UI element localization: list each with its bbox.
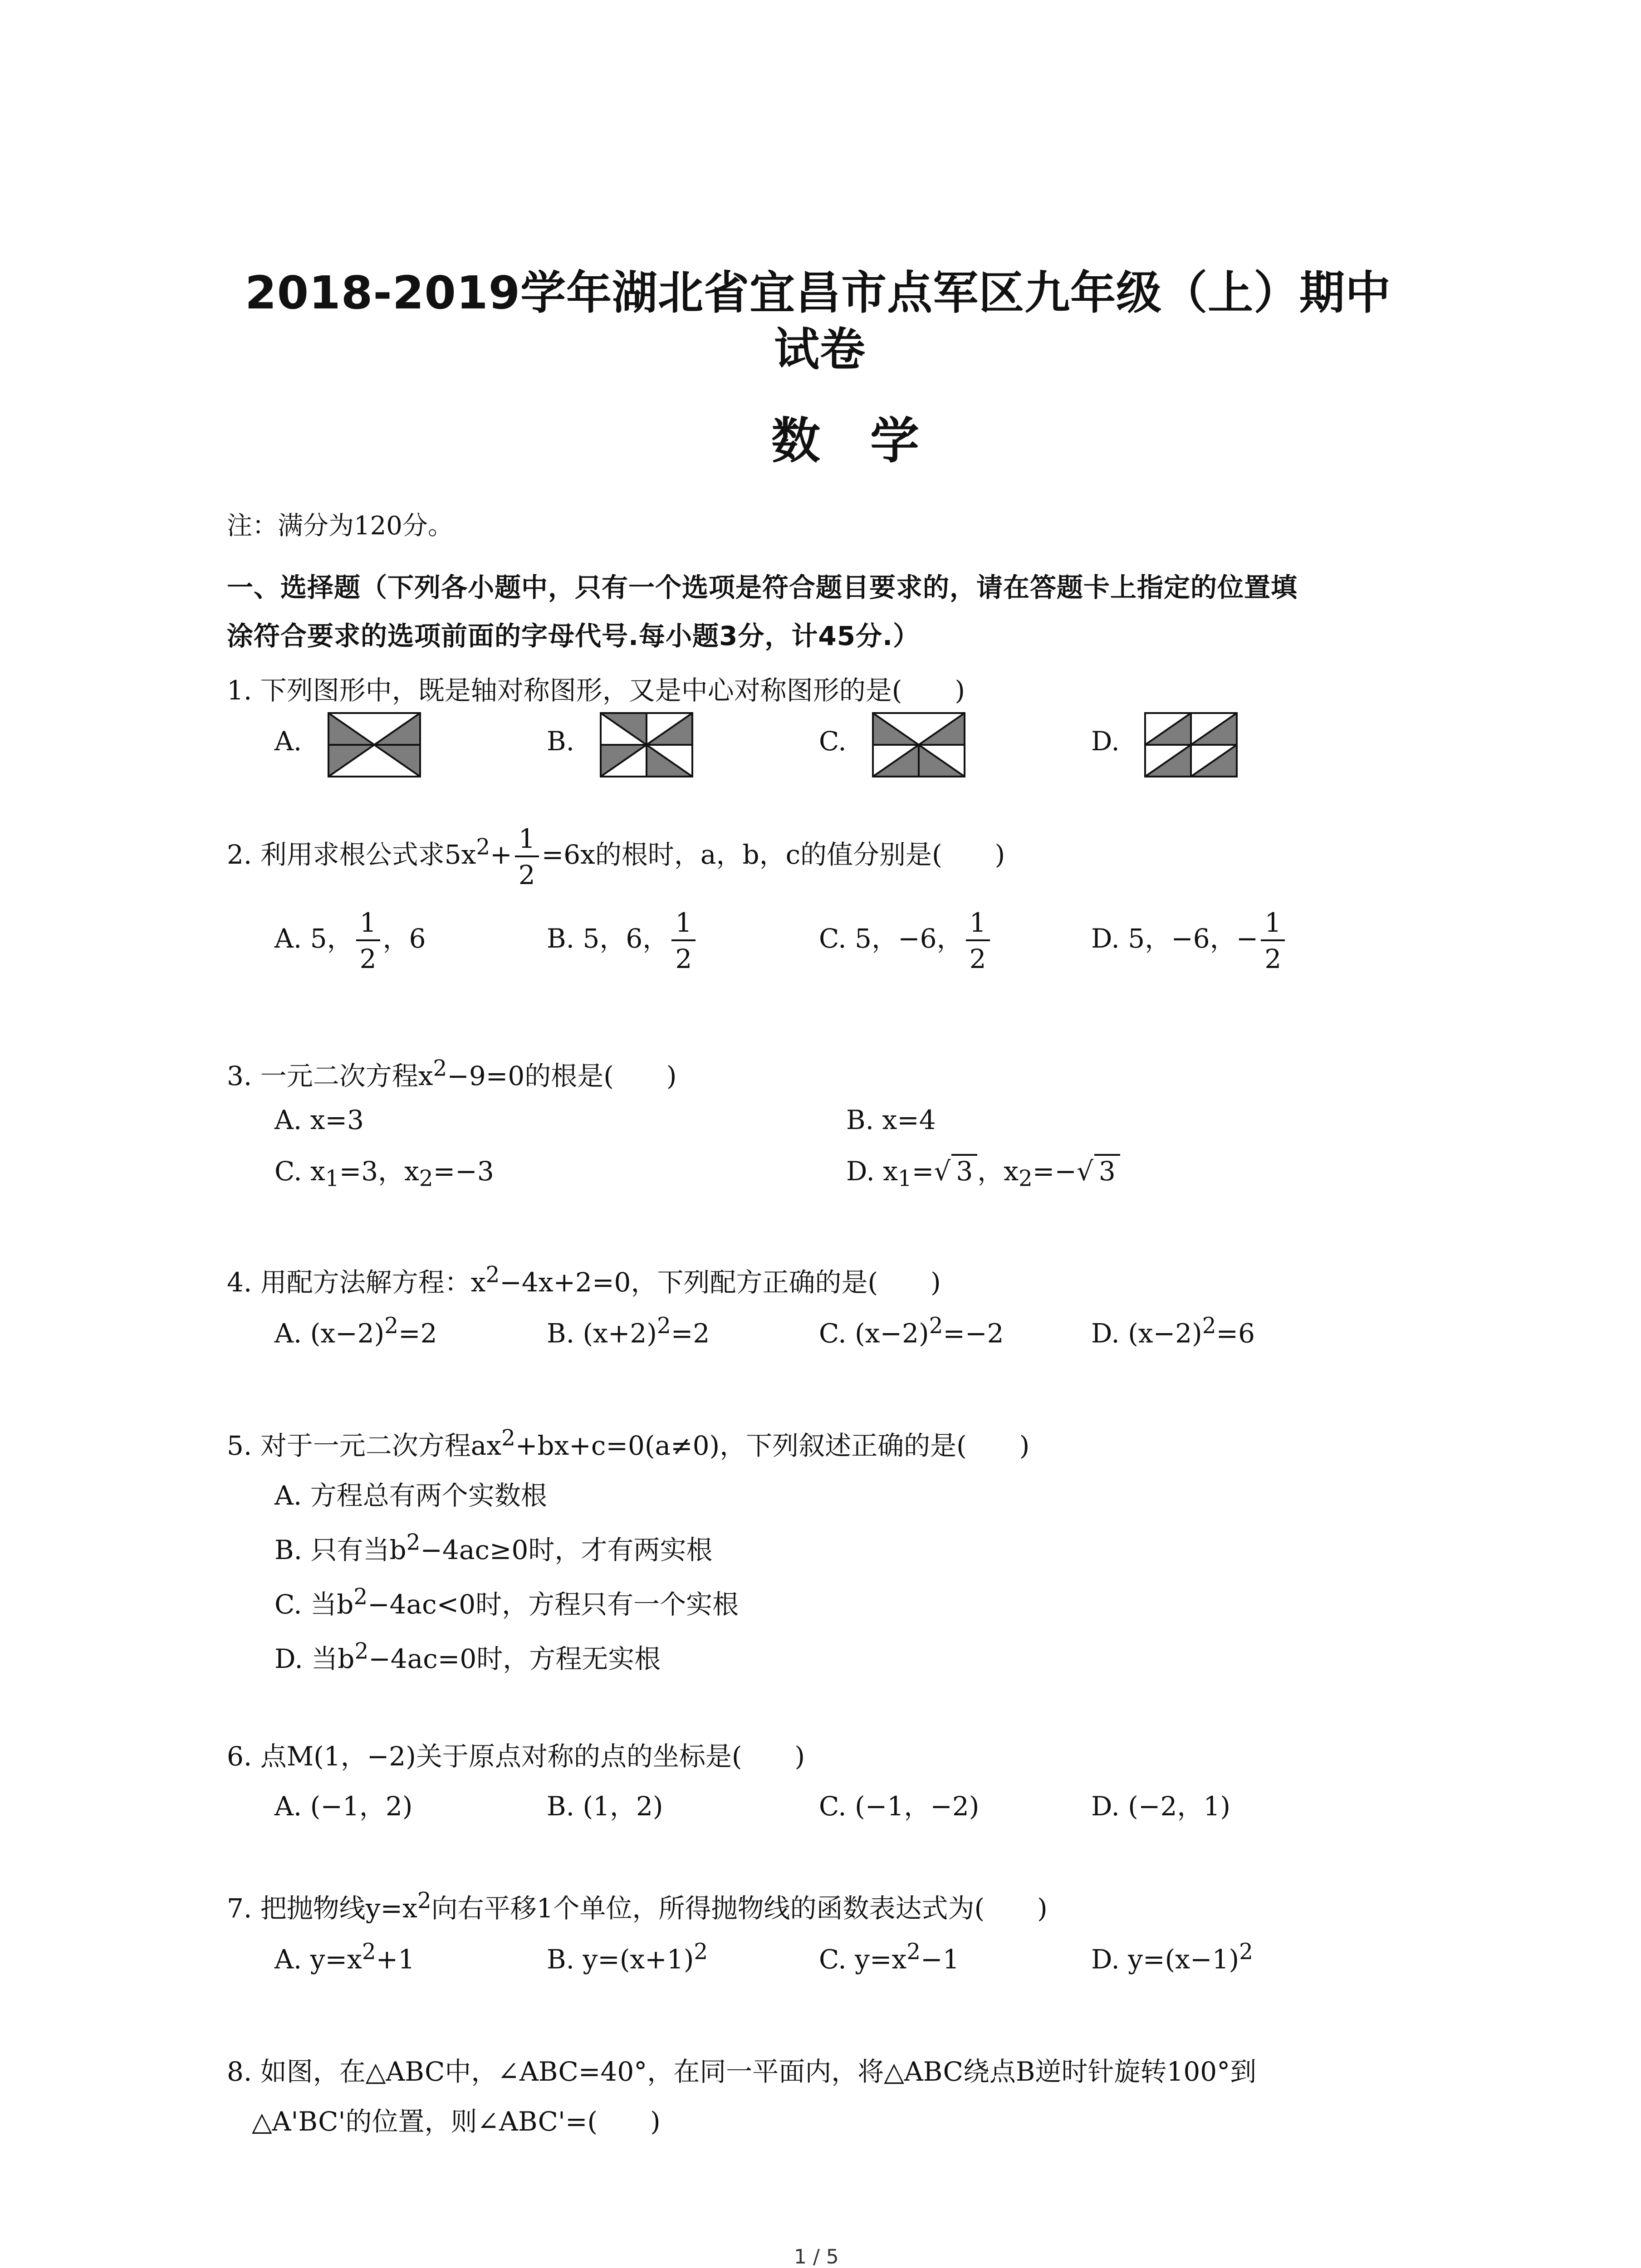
q3-option-c <box>274 1150 494 1192</box>
q5-b-sup: 2 <box>406 1530 421 1555</box>
q5-option-a: A. 方程总有两个实数根 <box>274 1480 547 1511</box>
q4-b-pre: B. (x+2) <box>547 1318 657 1349</box>
q3-stem-post: −9=0的根是( ) <box>447 1061 677 1091</box>
question-6-stem: 6. 点M(1，−2)关于原点对称的点的坐标是( ) <box>227 1741 805 1772</box>
q3-d-radicand2: 3 <box>1094 1154 1120 1187</box>
subject-heading: 数学 <box>771 413 970 469</box>
q4-stem-post: −4x+2=0，下列配方正确的是( ) <box>500 1267 941 1298</box>
q2-b-pre: B. 5，6， <box>547 923 669 954</box>
q3-option-a: A. x=3 <box>274 1105 364 1135</box>
q3-d-part4: =− <box>1032 1156 1077 1187</box>
q3-c-part3: =−3 <box>433 1156 494 1187</box>
q4-a-pre: A. (x−2) <box>274 1318 385 1349</box>
q2-c-fraction <box>966 909 990 972</box>
q2-a-pre: A. 5， <box>274 923 353 954</box>
q7-option-d <box>1091 1939 1253 1975</box>
q4-option-a <box>274 1313 437 1349</box>
q2-b-den: 2 <box>675 943 692 974</box>
q4-a-post: =2 <box>398 1318 437 1349</box>
q5-c-post: −4ac<0时，方程只有一个实根 <box>367 1589 739 1620</box>
q1-option-d-label: D. <box>1091 726 1120 757</box>
q3-d-radicand1: 3 <box>951 1154 977 1187</box>
q6-option-a: A. (−1，2) <box>274 1791 413 1822</box>
q5-option-c <box>274 1583 739 1621</box>
q7-c-pre: C. y=x <box>819 1944 907 1975</box>
figure-c-icon <box>872 712 965 777</box>
q7-option-c <box>819 1939 960 1975</box>
q3-stem-pre: 3. 一元二次方程x <box>227 1061 433 1091</box>
q4-c-sup: 2 <box>929 1313 943 1339</box>
q2-option-c <box>819 909 993 972</box>
q3-d-part3: ，x <box>977 1156 1019 1187</box>
q2-c-num: 1 <box>966 909 990 941</box>
q2-c-den: 2 <box>969 943 986 974</box>
q3-c-sub1: 1 <box>325 1166 339 1192</box>
q5-b-post: −4ac≥0时，才有两实根 <box>420 1535 713 1565</box>
q2-stem-post: =6x的根时，a，b，c的值分别是( ) <box>541 839 1005 870</box>
q4-option-c <box>819 1313 1004 1349</box>
q4-d-post: =6 <box>1216 1318 1255 1349</box>
q2-d-num: 1 <box>1261 909 1285 941</box>
q4-c-pre: C. (x−2) <box>819 1318 929 1349</box>
q4-c-post: =−2 <box>943 1318 1004 1349</box>
section-heading-line2: 涂符合要求的选项前面的字母代号.每小题3分，计45分.） <box>227 621 920 651</box>
q2-a-post: ，6 <box>382 923 426 954</box>
q2-option-b <box>547 909 698 972</box>
q7-stem-sup: 2 <box>417 1888 431 1914</box>
q6-option-b: B. (1，2) <box>547 1791 663 1822</box>
q7-option-a <box>274 1939 415 1975</box>
q2-a-num: 1 <box>356 909 380 941</box>
q5-d-post: −4ac=0时，方程无实根 <box>368 1643 661 1674</box>
q5-d-sup: 2 <box>354 1638 369 1664</box>
q7-stem-pre: 7. 把抛物线y=x <box>227 1893 417 1924</box>
q2-stem-sup: 2 <box>476 834 490 860</box>
question-5-stem <box>227 1424 1029 1462</box>
q7-c-sup: 2 <box>906 1939 921 1965</box>
q3-stem-sup: 2 <box>433 1056 447 1081</box>
q7-d-sup: 2 <box>1239 1939 1253 1965</box>
q5-c-pre: C. 当b <box>274 1589 354 1620</box>
q2-b-fraction <box>671 909 696 972</box>
q3-c-sub2: 2 <box>419 1166 433 1192</box>
q2-stem-frac-num: 1 <box>515 826 539 857</box>
q7-stem-post: 向右平移1个单位，所得抛物线的函数表达式为( ) <box>431 1893 1048 1924</box>
q2-option-d <box>1091 909 1288 972</box>
q7-d-pre: D. y=(x−1) <box>1091 1944 1239 1975</box>
q7-a-post: +1 <box>376 1944 415 1975</box>
q7-c-post: −1 <box>921 1944 960 1975</box>
q2-d-den: 2 <box>1264 943 1282 974</box>
q3-d-sub1: 1 <box>898 1166 912 1192</box>
q4-d-sup: 2 <box>1202 1313 1216 1339</box>
q3-d-part1: D. x <box>846 1156 898 1187</box>
q7-b-sup: 2 <box>694 1939 708 1965</box>
score-note: 注：满分为120分。 <box>227 511 453 541</box>
q2-stem-frac-den: 2 <box>518 860 535 890</box>
section-heading-line1: 一、选择题（下列各小题中，只有一个选项是符合题目要求的，请在答题卡上指定的位置填 <box>227 572 1298 603</box>
q5-stem-sup: 2 <box>501 1425 515 1451</box>
q1-option-c-label: C. <box>819 726 847 757</box>
q4-option-b <box>547 1313 710 1349</box>
q4-b-post: =2 <box>671 1318 710 1349</box>
q4-b-sup: 2 <box>656 1313 671 1339</box>
question-1-stem: 1. 下列图形中，既是轴对称图形，又是中心对称图形的是( ) <box>227 675 965 706</box>
q2-a-den: 2 <box>359 943 377 974</box>
q4-option-d <box>1091 1313 1255 1349</box>
q3-d-part2: = <box>911 1156 934 1187</box>
q7-option-b <box>547 1939 708 1975</box>
q3-d-sub2: 2 <box>1018 1166 1033 1192</box>
question-3-stem <box>227 1055 677 1093</box>
figure-b-icon <box>600 712 693 777</box>
q3-option-d <box>846 1150 1120 1192</box>
q2-d-fraction <box>1261 909 1285 972</box>
q5-b-pre: B. 只有当b <box>274 1535 407 1565</box>
q1-option-a-label: A. <box>274 726 302 757</box>
q3-c-part1: C. x <box>274 1156 325 1187</box>
sqrt-icon: √ <box>934 1156 951 1187</box>
q3-c-part2: =3，x <box>339 1156 419 1187</box>
page-title-line2: 试卷 <box>774 323 866 376</box>
q4-stem-pre: 4. 用配方法解方程：x <box>227 1267 486 1298</box>
question-7-stem <box>227 1887 1048 1925</box>
figure-d-icon <box>1144 712 1238 777</box>
question-8-line2: △A'BC'的位置，则∠ABC'=( ) <box>252 2106 661 2137</box>
q5-option-b <box>274 1529 712 1567</box>
q4-d-pre: D. (x−2) <box>1091 1318 1202 1349</box>
q6-option-d: D. (−2，1) <box>1091 1791 1230 1822</box>
q2-stem-fraction <box>515 823 539 890</box>
q7-a-pre: A. y=x <box>274 1944 362 1975</box>
page-title-line1: 2018-2019学年湖北省宜昌市点军区九年级（上）期中 <box>245 266 1391 319</box>
q2-stem-plus: + <box>490 839 512 870</box>
sqrt-icon: √ <box>1076 1156 1093 1187</box>
q5-stem-pre: 5. 对于一元二次方程ax <box>227 1430 502 1461</box>
q6-option-c: C. (−1，−2) <box>819 1791 980 1822</box>
q5-option-d <box>274 1637 661 1676</box>
q7-a-sup: 2 <box>362 1939 376 1965</box>
q3-option-b: B. x=4 <box>846 1105 936 1135</box>
question-4-stem <box>227 1261 941 1299</box>
q5-d-pre: D. 当b <box>274 1643 355 1674</box>
q4-a-sup: 2 <box>384 1313 398 1339</box>
q2-option-a <box>274 909 426 972</box>
q2-d-pre: D. 5，−6，− <box>1091 923 1259 954</box>
question-2-stem <box>227 823 1005 890</box>
q2-b-num: 1 <box>671 909 696 941</box>
q4-stem-sup: 2 <box>485 1262 500 1288</box>
q7-b-pre: B. y=(x+1) <box>547 1944 694 1975</box>
q5-stem-post: +bx+c=0(a≠0)，下列叙述正确的是( ) <box>515 1430 1030 1461</box>
question-8-line1: 8. 如图，在△ABC中，∠ABC=40°，在同一平面内，将△ABC绕点B逆时针旋转100°到 <box>227 2056 1257 2087</box>
q2-stem-pre: 2. 利用求根公式求5x <box>227 839 476 870</box>
q2-c-pre: C. 5，−6， <box>819 923 963 954</box>
q2-a-fraction <box>356 909 380 972</box>
figure-a-icon <box>328 712 421 777</box>
page-number: 1 / 5 <box>794 2245 839 2268</box>
q1-option-b-label: B. <box>547 726 575 757</box>
q5-c-sup: 2 <box>353 1584 368 1610</box>
